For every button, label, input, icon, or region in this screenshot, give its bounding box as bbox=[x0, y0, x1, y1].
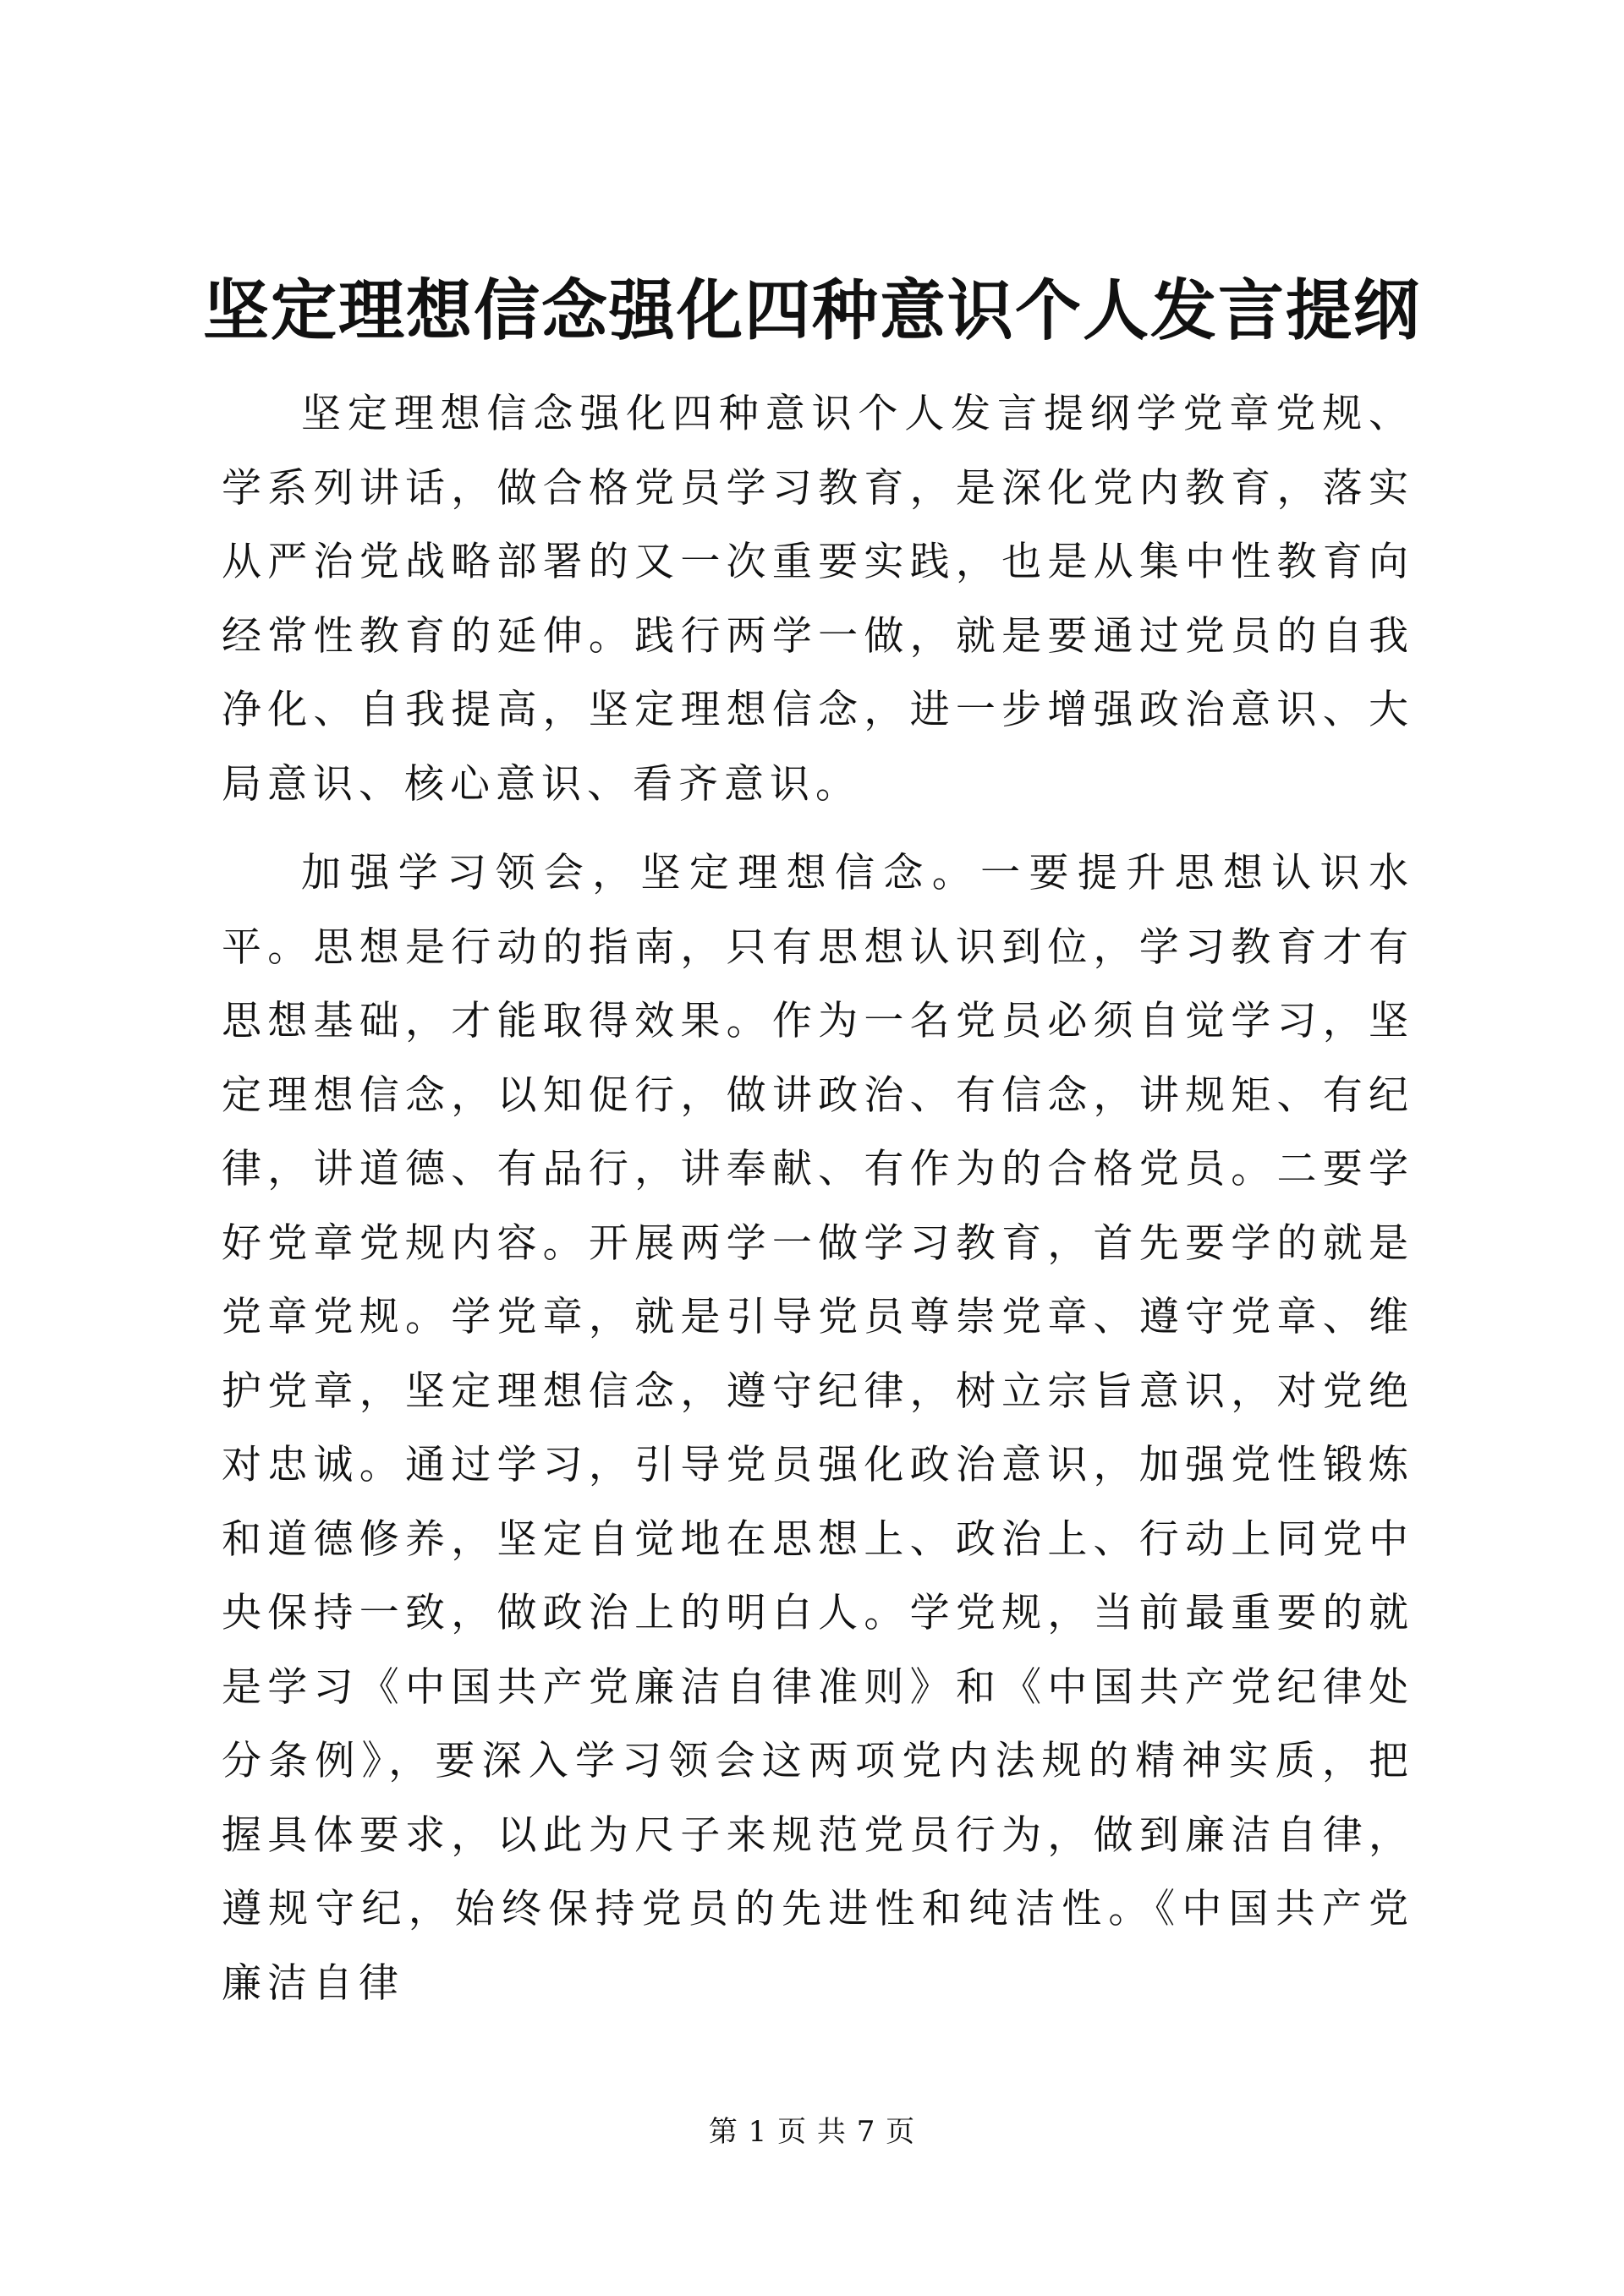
paragraph-2: 加强学习领会，坚定理想信念。一要提升思想认识水平。思想是行动的指南，只有思想认识到位，学习教育才有思想基础，才能取得效果。作为一名党员必须自觉学习，坚定理想信念，以知促行，做讲政治、有信念，讲规矩、有纪律，讲道德、有品行，讲奉献、有作为的合格党员。二要学好党章党规内容。开展两学一做学习教育，首先要学的就是党章党规。学党章，就是引导党员尊崇党章、遵守党章、维护党章，坚定理想信念，遵守纪律，树立宗旨意识，对党绝对忠诚。通过学习，引导党员强化政治意识，加强党性锻炼和道德修养，坚定自觉地在思想上、政治上、行动上同党中央保持一致，做政治上的明白人。学党规，当前最重要的就是学习《中国共产党廉洁自律准则》和《中国共产党纪律处分条例》，要深入学习领会这两项党内法规的精神实质，把握具体要求，以此为尺子来规范党员行为，做到廉洁自律，遵规守纪，始终保持党员的先进性和纯洁性。《中国共产党廉洁自律 bbox=[222, 850, 1414, 2007]
page-number-footer: 第 1 页 共 7 页 bbox=[708, 2115, 916, 2149]
document-title: 坚定理想信念强化四种意识个人发言提纲 bbox=[202, 272, 1421, 349]
paragraph-1: 坚定理想信念强化四种意识个人发言提纲学党章党规、学系列讲话，做合格党员学习教育，是深化党内教育，落实从严治党战略部署的又一次重要实践，也是从集中性教育向经常性教育的延伸。践行两学一做，就是要通过党员的自我净化、自我提高，坚定理想信念，进一步增强政治意识、大局意识、核心意识、看齐意识。 bbox=[222, 391, 1414, 808]
document-body bbox=[222, 377, 1414, 2020]
